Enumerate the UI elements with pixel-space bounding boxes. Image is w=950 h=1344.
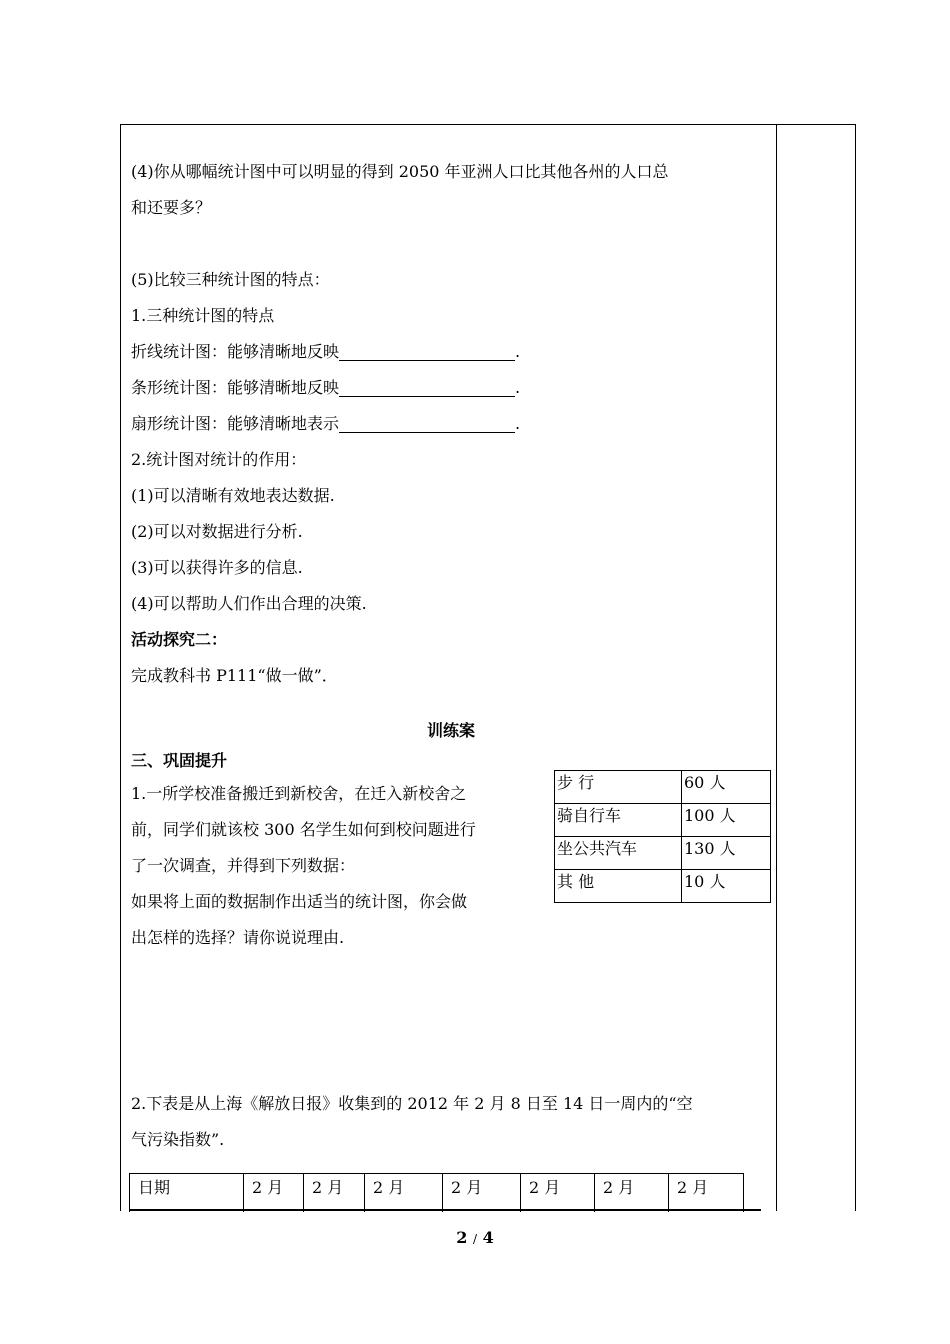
column-divider bbox=[776, 124, 777, 1211]
table-row bbox=[555, 771, 771, 804]
page-separator: / bbox=[472, 1232, 478, 1246]
problem-1-line: 出怎样的选择？请你说说理由. bbox=[131, 928, 345, 947]
transport-mode: 骑自行车 bbox=[555, 804, 682, 837]
problem-1-line: 如果将上面的数据制作出适当的统计图，你会做 bbox=[131, 892, 468, 911]
worksheet-content bbox=[131, 154, 771, 1158]
answer-blank[interactable] bbox=[339, 342, 515, 361]
table-row bbox=[555, 804, 771, 837]
role-title: 2.统计图对统计的作用： bbox=[131, 450, 307, 469]
table-header-cell: 2 月 bbox=[244, 1174, 304, 1213]
survey-table bbox=[554, 770, 771, 903]
transport-mode: 坐公共汽车 bbox=[555, 837, 682, 870]
question-5: (5)比较三种统计图的特点： bbox=[131, 270, 330, 289]
transport-mode: 其 他 bbox=[555, 870, 682, 903]
table-header-cell: 2 月 bbox=[443, 1174, 521, 1213]
table-header-cell: 2 月 bbox=[521, 1174, 595, 1213]
activity-text: 完成教科书 P111“做一做”． bbox=[131, 666, 338, 685]
table-header-cell: 2 月 bbox=[304, 1174, 365, 1213]
table-row bbox=[555, 870, 771, 903]
training-title: 训练案 bbox=[426, 721, 475, 740]
question-4-line-2: 和还要多？ bbox=[131, 198, 212, 217]
features-title: 1.三种统计图的特点 bbox=[131, 306, 275, 325]
table-header-date: 日期 bbox=[130, 1174, 244, 1213]
activity-title: 活动探究二： bbox=[131, 630, 228, 649]
student-count: 100 人 bbox=[682, 804, 771, 837]
page-total: 4 bbox=[482, 1228, 494, 1247]
answer-blank[interactable] bbox=[339, 378, 515, 397]
table-row bbox=[555, 837, 771, 870]
problem-1-line: 前，同学们就该校 300 名学生如何到校问题进行 bbox=[131, 820, 476, 839]
problem-1-line: 了一次调查，并得到下列数据： bbox=[131, 856, 356, 875]
table-header-cell: 2 月 bbox=[595, 1174, 669, 1213]
feature-bar-chart: 条形统计图：能够清晰地反映 . bbox=[131, 378, 521, 397]
transport-mode: 步 行 bbox=[555, 771, 682, 804]
question-4-line-1: (4)你从哪幅统计图中可以明显的得到 2050 年亚洲人口比其他各州的人口总 bbox=[131, 162, 669, 181]
student-count: 10 人 bbox=[682, 870, 771, 903]
table-header-cell: 2 月 bbox=[669, 1174, 744, 1213]
problem-2-line: 气污染指数”. bbox=[131, 1130, 225, 1149]
section-3-title: 三、巩固提升 bbox=[131, 751, 228, 770]
problem-1-line: 1.一所学校准备搬迁到新校舍，在迁入新校舍之 bbox=[131, 784, 467, 803]
student-count: 60 人 bbox=[682, 771, 771, 804]
answer-blank[interactable] bbox=[339, 414, 515, 433]
student-count: 130 人 bbox=[682, 837, 771, 870]
role-item: (2)可以对数据进行分析. bbox=[131, 522, 303, 541]
table-header-row bbox=[130, 1174, 744, 1213]
page-current: 2 bbox=[456, 1228, 468, 1247]
role-item: (3)可以获得许多的信息. bbox=[131, 558, 303, 577]
problem-2-line: 2.下表是从上海《解放日报》收集到的 2012 年 2 月 8 日至 14 日一周内的“空 bbox=[131, 1094, 693, 1113]
table-bottom-border bbox=[129, 1209, 761, 1211]
role-item: (1)可以清晰有效地表达数据. bbox=[131, 486, 335, 505]
role-item: (4)可以帮助人们作出合理的决策. bbox=[131, 594, 367, 613]
feature-pie-chart: 扇形统计图：能够清晰地表示 . bbox=[131, 414, 521, 433]
pollution-table bbox=[129, 1173, 744, 1212]
feature-line-chart: 折线统计图：能够清晰地反映 . bbox=[131, 342, 521, 361]
page-number bbox=[0, 1228, 950, 1247]
table-header-cell: 2 月 bbox=[365, 1174, 443, 1213]
